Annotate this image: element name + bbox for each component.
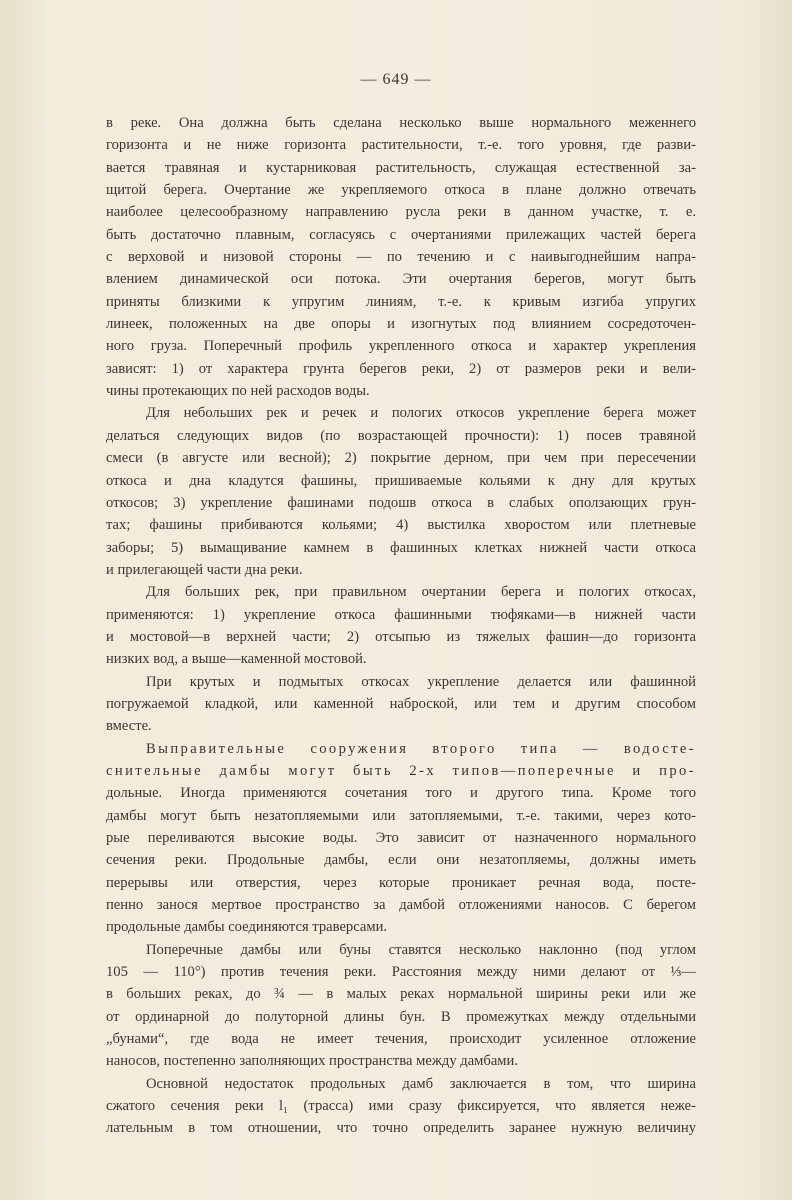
text-line: тах; фашины прибиваются кольями; 4) выстилка хворостом или плетневые	[106, 517, 696, 534]
text-line: щитой берега. Очертание же укрепляемого откоса в плане должно отвечать	[106, 182, 696, 199]
text-line: При крутых и подмытых откосах укрепление делается или фашинной	[146, 673, 696, 690]
text-line: Для небольших рек и речек и пологих откосов укрепление берега может	[146, 405, 696, 422]
text-line: откосов; 3) укрепление фашинами подошв откоса в слабых оползающих грун-	[106, 494, 696, 511]
text-line: быть достаточно плавным, согласуясь с очертаниями прилежащих частей берега	[106, 226, 696, 243]
text-line: дольные. Иногда применяются сочетания того и другого типа. Кроме того	[106, 785, 696, 802]
text-line: Основной недостаток продольных дамб заключается в том, что ширина	[146, 1075, 696, 1092]
text-line: вместе.	[106, 718, 152, 735]
page-number: — 649 —	[360, 71, 432, 88]
text-line: Поперечные дамбы или буны ставятся несколько наклонно (под углом	[146, 941, 696, 958]
text-line: влением динамической оси потока. Эти очертания берегов, могут быть	[106, 271, 696, 288]
text-line: вается травяная и кустарниковая растительность, служащая естественной за-	[106, 159, 696, 176]
text-line: зависят: 1) от характера грунта берегов реки, 2) от размеров реки и вели-	[106, 360, 696, 377]
text-line: пенно занося мертвое пространство за дамбой отложениями наносов. С берегом	[106, 897, 696, 914]
body-text	[106, 112, 696, 1140]
text-line: сечения реки. Продольные дамбы, если они незатопляемы, должны иметь	[106, 852, 696, 869]
text-line: линеек, положенных на две опоры и изогнутых под влиянием сосредоточен-	[106, 316, 696, 333]
text-line: с верховой и низовой стороны — по течению и с наивыгоднейшим напра-	[106, 249, 696, 266]
text-line: от ординарной до полуторной длины бун. В промежутках между отдельными	[106, 1008, 696, 1025]
text-line: лательным в том отношении, что точно определить заранее нужную величину	[106, 1120, 696, 1137]
text-line: Для больших рек, при правильном очертании берега и пологих откосах,	[146, 584, 696, 601]
text-line: рые переливаются высокие воды. Это зависит от назначенного нормального	[106, 830, 696, 846]
text-line: горизонта и не ниже горизонта растительности, т.-е. того уровня, где разви-	[106, 137, 696, 154]
text-line: наиболее целесообразному направлению русла реки в данном участке, т. е.	[106, 204, 696, 221]
text-line: наносов, постепенно заполняющих пространства между дамбами.	[106, 1053, 519, 1070]
text-line: продольные дамбы соединяются траверсами.	[106, 919, 388, 936]
text-line: приняты близкими к упругим линиям, т.-е. к кривым изгиба упругих	[106, 293, 696, 310]
text-line: откоса и дна кладутся фашины, пришиваемые кольями к дну для крутых	[106, 472, 696, 489]
text-line: в больших реках, до ¾ — в малых реках нормальной ширины реки или же	[106, 986, 696, 1003]
text-line: в реке. Она должна быть сделана несколько выше нормального меженнего	[106, 115, 696, 131]
text-line: низких вод, а выше—каменной мостовой.	[106, 651, 367, 668]
text-line: и мостовой—в верхней части; 2) отсыпью из тяжелых фашин—до горизонта	[106, 628, 696, 645]
text-line: смеси (в августе или весной); 2) покрытие дерном, при чем при пересечении	[106, 450, 696, 467]
text-line: сжатого сечения реки l₁ (трасса) ими сразу фиксируется, что является неже-	[106, 1098, 696, 1115]
text-line: Выправительные сооружения второго типа — водосте-	[146, 740, 696, 757]
text-line: 105 — 110°) против течения реки. Расстояния между ними делают от ⅓—	[106, 964, 696, 981]
text-line: делаться следующих видов (по возрастающей прочности): 1) посев травяной	[106, 427, 696, 444]
text-line: дамбы могут быть незатопляемыми или затопляемыми, т.-е. такими, через кото-	[106, 807, 696, 824]
text-line: заборы; 5) вымащивание камнем в фашинных клетках нижней части откоса	[106, 539, 696, 556]
text-line: „бунами“, где вода не имеет течения, происходит усиленное отложение	[106, 1031, 696, 1048]
text-line: чины протекающих по ней расходов воды.	[106, 383, 370, 400]
text-line: перерывы или отверстия, через которые проникает речная вода, посте-	[106, 874, 696, 891]
text-line: погружаемой кладкой, или каменной наброской, или тем и другим способом	[106, 695, 696, 712]
text-line: ного груза. Поперечный профиль укрепленного откоса и характер укрепления	[106, 338, 696, 355]
text-line: снительные дамбы могут быть 2-х типов—поперечные и про-	[106, 762, 696, 779]
text-line: применяются: 1) укрепление откоса фашинными тюфяками—в нижней части	[106, 606, 696, 623]
text-line: и прилегающей части дна реки.	[106, 561, 303, 578]
